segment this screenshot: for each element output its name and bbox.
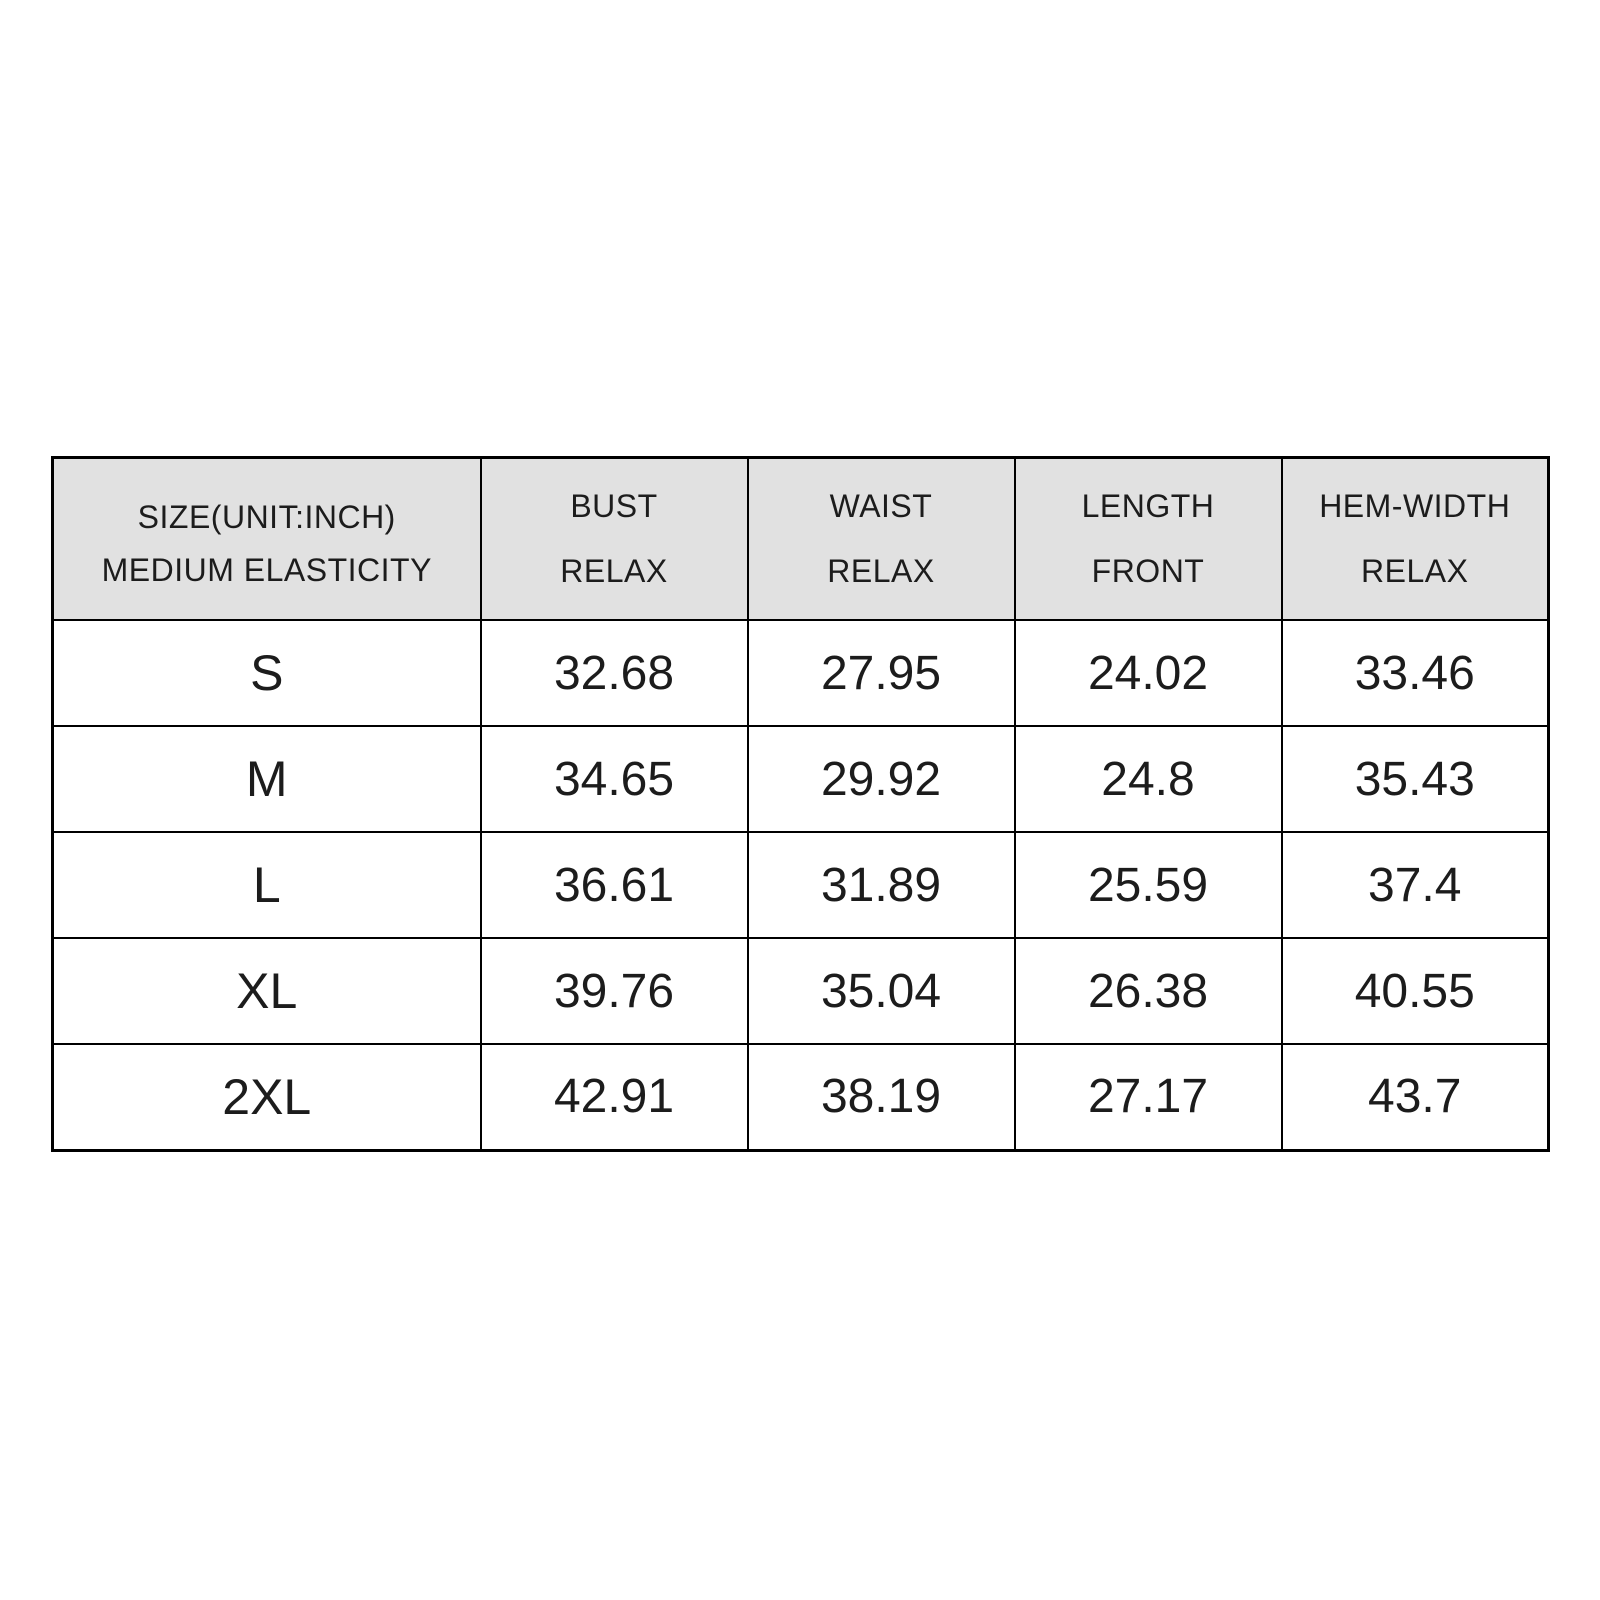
header-cell-bust xyxy=(481,458,748,621)
hem-width-value: 35.43 xyxy=(1282,726,1549,832)
header-waist-sublabel: RELAX xyxy=(827,553,935,590)
header-hem-width-label: HEM-WIDTH xyxy=(1319,487,1511,524)
hem-width-value: 33.46 xyxy=(1282,620,1549,726)
table-row-l xyxy=(53,832,1549,938)
header-waist-label: WAIST xyxy=(829,487,933,524)
table-row-2xl xyxy=(53,1044,1549,1150)
header-length-sublabel: FRONT xyxy=(1091,553,1205,590)
size-label: 2XL xyxy=(53,1044,481,1150)
waist-value: 38.19 xyxy=(748,1044,1015,1150)
table-row-m xyxy=(53,726,1549,832)
length-value: 24.8 xyxy=(1015,726,1282,832)
header-size-unit-label: SIZE(UNIT:INCH) xyxy=(137,499,396,535)
table-row-s xyxy=(53,620,1549,726)
table-row-xl xyxy=(53,938,1549,1044)
length-value: 27.17 xyxy=(1015,1044,1282,1150)
header-bust-sublabel: RELAX xyxy=(560,553,668,590)
header-row xyxy=(53,458,1549,621)
size-label: XL xyxy=(53,938,481,1044)
length-value: 24.02 xyxy=(1015,620,1282,726)
header-length-label: LENGTH xyxy=(1081,487,1215,524)
bust-value: 39.76 xyxy=(481,938,748,1044)
bust-value: 36.61 xyxy=(481,832,748,938)
bust-value: 32.68 xyxy=(481,620,748,726)
bust-value: 34.65 xyxy=(481,726,748,832)
size-label: L xyxy=(53,832,481,938)
size-label: M xyxy=(53,726,481,832)
length-value: 25.59 xyxy=(1015,832,1282,938)
length-value: 26.38 xyxy=(1015,938,1282,1044)
header-cell-length xyxy=(1015,458,1282,621)
hem-width-value: 37.4 xyxy=(1282,832,1549,938)
size-chart-table xyxy=(51,456,1550,1152)
header-bust-label: BUST xyxy=(570,487,658,524)
waist-value: 27.95 xyxy=(748,620,1015,726)
hem-width-value: 40.55 xyxy=(1282,938,1549,1044)
waist-value: 35.04 xyxy=(748,938,1015,1044)
header-cell-size xyxy=(53,458,481,621)
header-elasticity-label: MEDIUM ELASTICITY xyxy=(101,552,432,588)
waist-value: 29.92 xyxy=(748,726,1015,832)
header-cell-hem-width xyxy=(1282,458,1549,621)
header-cell-waist xyxy=(748,458,1015,621)
size-label: S xyxy=(53,620,481,726)
waist-value: 31.89 xyxy=(748,832,1015,938)
bust-value: 42.91 xyxy=(481,1044,748,1150)
hem-width-value: 43.7 xyxy=(1282,1044,1549,1150)
header-hem-width-sublabel: RELAX xyxy=(1361,553,1469,590)
